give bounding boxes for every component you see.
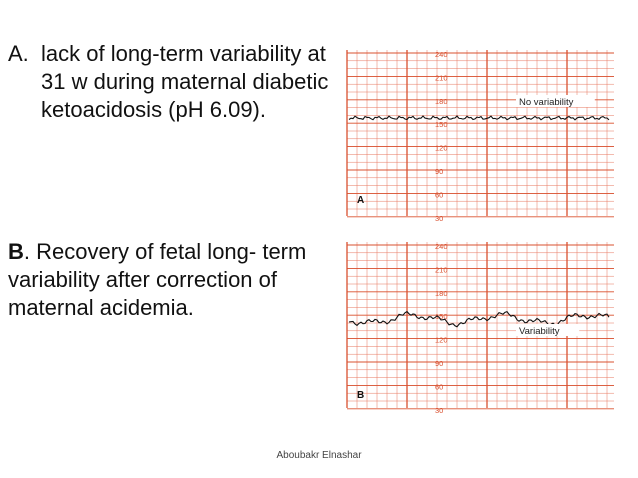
axis-tick-label: 240 — [435, 50, 448, 59]
axis-tick-label: 210 — [435, 265, 448, 275]
axis-tick-label: 150 — [435, 120, 448, 130]
axis-tick-label: 90 — [435, 167, 444, 176]
axis-tick-label: 120 — [435, 335, 448, 345]
strip-letter: A — [357, 195, 365, 206]
ctg-strip-a — [347, 50, 614, 223]
footer-author: Aboubakr Elnashar — [276, 450, 362, 461]
axis-tick-label: 120 — [435, 143, 448, 153]
axis-tick-label: 180 — [435, 96, 448, 106]
axis-tick-label: 30 — [435, 405, 444, 415]
ctg-grid-a — [347, 50, 614, 223]
panel-a-caption — [8, 40, 348, 124]
ctg-strip-b — [347, 242, 614, 415]
axis-tick-label: 240 — [435, 242, 448, 251]
ctg-grid-b — [347, 242, 614, 415]
axis-tick-label: 30 — [435, 213, 444, 223]
axis-tick-label: 180 — [435, 288, 448, 298]
panel-b-letter: B — [8, 239, 24, 264]
axis-tick-label: 90 — [435, 359, 444, 368]
axis-tick-label: 60 — [435, 190, 444, 200]
axis-tick-label: 60 — [435, 382, 444, 392]
trace-annotation: Variability — [519, 326, 560, 337]
axis-tick-label: 150 — [435, 312, 448, 322]
fhr-trace — [349, 116, 609, 120]
panel-b-caption — [8, 238, 348, 322]
panel-b-text: . Recovery of fetal long- term variability after correction of maternal acidemia. — [8, 239, 307, 320]
panel-a-letter: A. — [8, 41, 29, 66]
axis-tick-label: 210 — [435, 73, 448, 83]
strip-letter: B — [357, 390, 365, 401]
panel-a-text: lack of long-term variability at 31 w during maternal diabetic ketoacidosis (pH 6.09). — [41, 41, 329, 122]
trace-annotation: No variability — [519, 97, 574, 108]
